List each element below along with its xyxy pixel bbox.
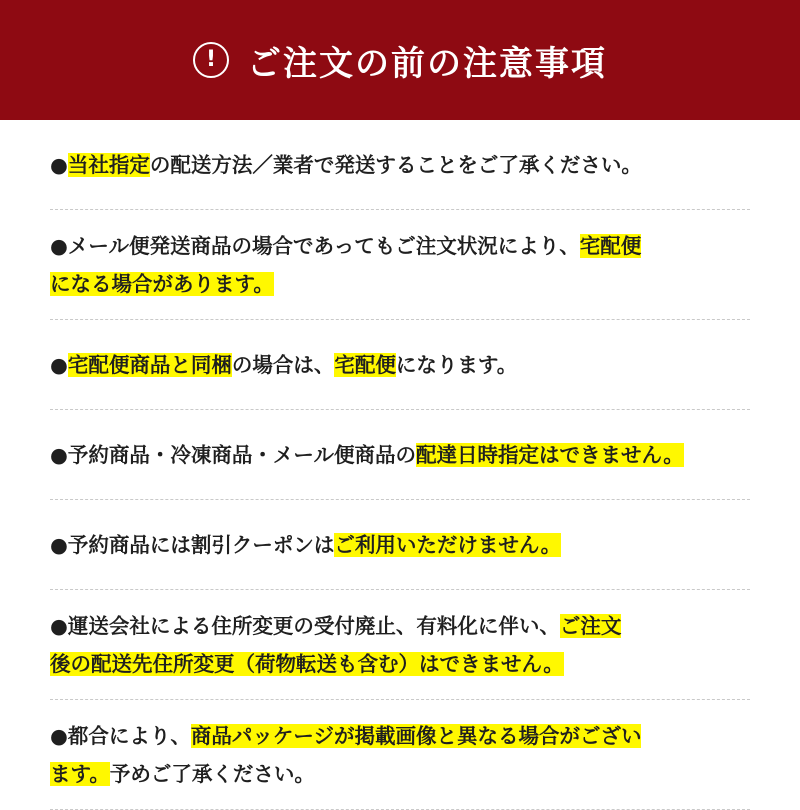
notice-line bbox=[50, 717, 750, 755]
highlighted-text: ます。 bbox=[50, 761, 110, 786]
notice-line bbox=[50, 755, 750, 793]
notice-line bbox=[50, 265, 750, 303]
notice-text: ●メール便発送商品の場合であってもご注文状況により、 bbox=[50, 233, 580, 258]
highlighted-text: 宅配便 bbox=[334, 352, 396, 377]
notice-item bbox=[50, 320, 750, 410]
notice-text: の場合は、 bbox=[231, 352, 335, 377]
notice-line bbox=[50, 346, 750, 384]
page-title: ご注文の前の注意事項 bbox=[247, 43, 607, 84]
header-content bbox=[193, 36, 607, 85]
notice-text: の配送方法／業者で発送することをご了承ください。 bbox=[149, 152, 642, 177]
notice-text: ●運送会社による住所変更の受付廃止、有料化に伴い、 bbox=[50, 613, 560, 638]
notice-line bbox=[50, 526, 750, 564]
notice-text: ● bbox=[50, 152, 68, 177]
header-banner bbox=[0, 0, 800, 120]
highlighted-text: 宅配便 bbox=[579, 233, 642, 258]
notice-line bbox=[50, 227, 750, 265]
highlighted-text: 配達日時指定はできません。 bbox=[415, 442, 684, 467]
notice-item bbox=[50, 590, 750, 700]
notice-list bbox=[0, 120, 800, 810]
notice-text: になります。 bbox=[395, 352, 518, 377]
highlighted-text: ご利用いただけません。 bbox=[334, 532, 562, 557]
notice-item bbox=[50, 500, 750, 590]
exclamation-circle-icon: ! bbox=[193, 42, 229, 78]
notice-line bbox=[50, 146, 750, 184]
highlighted-text: になる場合があります。 bbox=[50, 271, 274, 296]
highlighted-text: ご注文 bbox=[559, 613, 622, 638]
notice-text: ●予約商品には割引クーポンは bbox=[50, 532, 335, 557]
notice-item bbox=[50, 410, 750, 500]
highlighted-text: 宅配便商品と同梱 bbox=[67, 352, 232, 377]
notice-line bbox=[50, 436, 750, 474]
notice-line bbox=[50, 645, 750, 683]
highlighted-text: 当社指定 bbox=[67, 152, 150, 177]
notice-item bbox=[50, 210, 750, 320]
notice-item bbox=[50, 120, 750, 210]
notice-line bbox=[50, 607, 750, 645]
notice-text: ● bbox=[50, 352, 68, 377]
notice-text: 予めご了承ください。 bbox=[109, 761, 315, 786]
notice-item bbox=[50, 700, 750, 810]
notice-text: ●予約商品・冷凍商品・メール便商品の bbox=[50, 442, 416, 467]
notice-text: ●都合により、 bbox=[50, 723, 191, 748]
highlighted-text: 後の配送先住所変更（荷物転送も含む）はできません。 bbox=[50, 651, 564, 676]
highlighted-text: 商品パッケージが掲載画像と異なる場合がござい bbox=[190, 723, 642, 748]
